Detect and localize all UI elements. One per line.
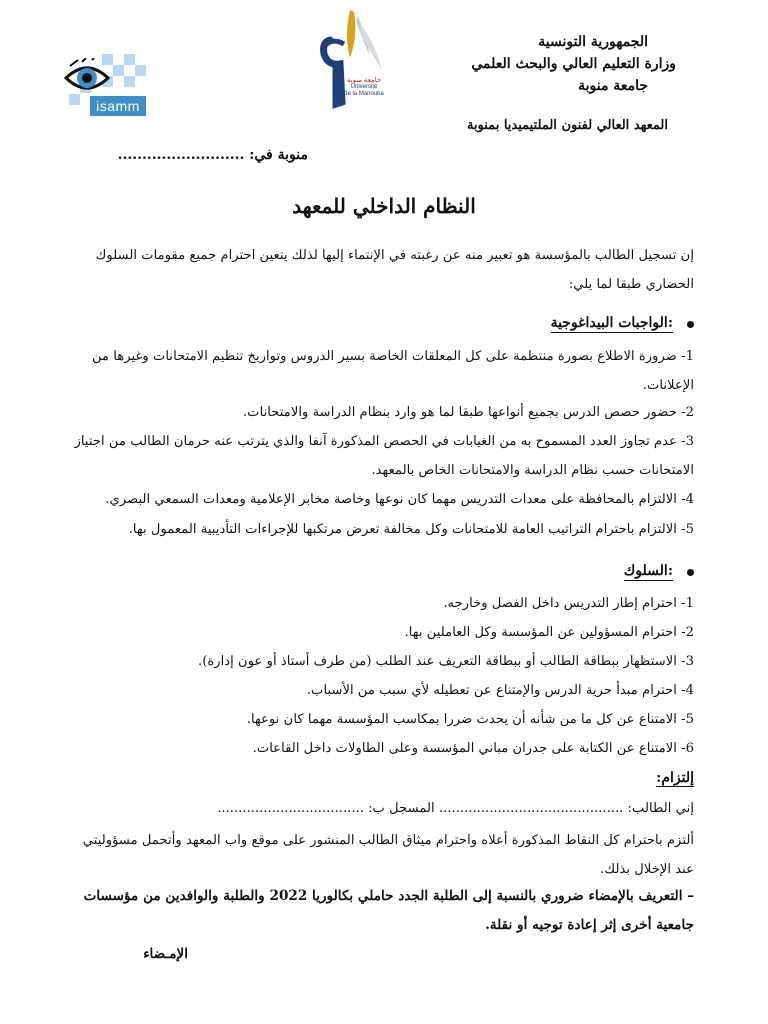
duty-item-3: 3- عدم تجاوز العدد المسموح به من الغيابات في الحصص المذكورة آنفا والذي يترتب عنه حرمان الطالب من اجتياز الامتحانات حسب نظام الدراسة والامتحانات الخاص بالمعهد.	[74, 434, 694, 478]
institute-name: المعهد العالي لفنون الملتيميديا بمنوبة	[466, 118, 668, 133]
duty-item-5: 5- الالتزام باحترام التراتيب العامة للامتحانات وكل مخالفة تعرض مرتكبها للإجراءات التأديبية المعمول بها.	[128, 522, 694, 537]
pledge-paragraph: ألتزم باحترام كل النقاط المذكورة أعلاه واحترام ميثاق الطالب المنشور على موقع واب المعهد وأتحمل مسؤوليتي عند الإخلال بذلك.	[82, 833, 694, 877]
bullet-icon	[687, 321, 694, 328]
intro-paragraph: إن تسجيل الطالب بالمؤسسة هو تعبير منه عن رغبته في الإنتماء إليها لذلك يتعين احترام جميع مقومات السلوك الحضاري طبقا لما يلي:	[95, 248, 694, 292]
isamm-wordmark: isamm	[90, 96, 146, 116]
duty-item-4: 4- الالتزام بالمحافظة على معدات التدريس مهما كان نوعها وخاصة مخابر الإعلامية ومعدات السمعي البصري.	[105, 492, 694, 507]
conduct-heading	[624, 563, 694, 581]
republic-name: الجمهورية التونسية	[538, 34, 648, 50]
logo-caption-french-2: de la Manouba	[344, 91, 384, 97]
logo-caption-arabic: جامعة منوبة	[346, 77, 382, 84]
conduct-heading-label: السلوك:	[623, 563, 673, 579]
university-logo	[300, 6, 392, 110]
logo-caption-french-1: Université	[350, 84, 378, 90]
conduct-item-4: 4- احترام مبدأ حرية الدرس والإمتناع عن تعطيله لأي سبب من الأسباب.	[306, 683, 694, 698]
university-name: جامعة منوبة	[578, 78, 648, 94]
signature-label: الإمـضاء	[143, 946, 188, 962]
conduct-item-1: 1- احترام إطار التدريس داخل الفصل وخارجه.	[443, 596, 694, 611]
conduct-item-5: 5- الامتناع عن كل ما من شأنه أن يحدث ضررا بمكاسب المؤسسة مهما كان نوعها.	[246, 712, 694, 727]
student-line: إني الطالب: ............................................ المسجل ب: ...................................	[217, 801, 694, 816]
duties-heading	[551, 315, 694, 333]
bullet-icon	[687, 569, 694, 576]
conduct-item-3: 3- الاستظهار ببطاقة الطالب أو ببطاقة التعريف عند الطلب (من طرف أستاذ أو عون إدارة).	[198, 654, 694, 669]
date-line: منوبة في: ..........................	[117, 147, 308, 163]
page-title: النظام الداخلي للمعهد	[292, 194, 476, 218]
isamm-logo	[60, 52, 146, 116]
conduct-item-2: 2- احترام المسؤولين عن المؤسسة وكل العاملين بها.	[404, 625, 694, 640]
duty-item-2: 2- حضور حصص الدرس بجميع أنواعها طبقا لما هو وارد بنظام الدراسة والامتحانات.	[242, 405, 694, 420]
duties-heading-label: الواجبات البيداغوجية:	[550, 315, 673, 331]
commitment-heading: إلتزام:	[656, 770, 694, 786]
duty-item-1: 1- ضرورة الاطلاع بصورة منتظمة على كل المعلقات الخاصة بسير الدروس وتواريخ تنظيم الامتحانات وغيرها من الإعلانات.	[92, 349, 694, 393]
signature-note: – التعريف بالإمضاء ضروري بالنسبة إلى الطلبة الجدد حاملي بكالوريا 2022 والطلبة والوافدين من مؤسسات جامعية أخرى إثر إعادة توجيه أو نقلة.	[83, 888, 694, 933]
ministry-name: وزارة التعليم العالي والبحث العلمي	[471, 56, 676, 72]
eye-icon	[64, 58, 110, 98]
university-logo-caption	[336, 77, 392, 98]
conduct-item-6: 6- الامتناع عن الكتابة على جدران مباني المؤسسة وعلى الطاولات داخل القاعات.	[252, 741, 694, 756]
